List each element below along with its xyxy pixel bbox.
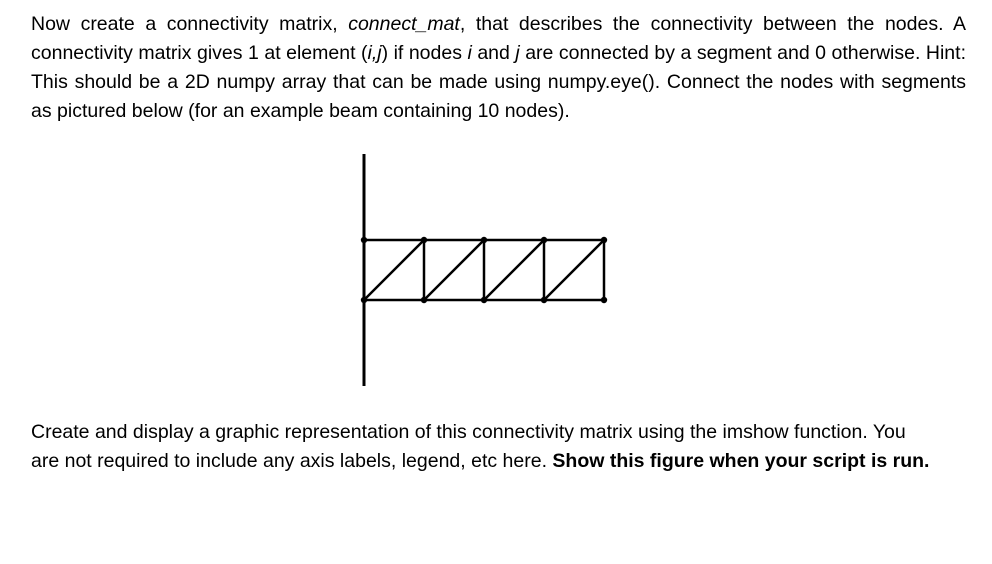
node-dot [421,297,427,303]
text-run: , that describes the connectivity between the nodes. A connectivity matrix gives 1 at element ( [31,13,966,64]
node-dot [481,237,487,243]
instruction-paragraph-2 [31,418,931,476]
text-run: Now create a connectivity matrix, [31,13,349,35]
instruction-paragraph-1 [31,10,966,126]
node-dot [541,237,547,243]
beam-truss [361,237,607,303]
node-dot [481,297,487,303]
node-dot [361,297,367,303]
node-dot [421,237,427,243]
node-dot [601,297,607,303]
variable-name: connect_mat [348,13,460,35]
text-run: Create and display a graphic representation of this connectivity matrix using the imshow function. You are not required to include any axis labels, legend, etc here. [31,421,906,472]
index-j: j [515,42,520,64]
node-dot [541,297,547,303]
diagonal-segment [544,240,604,300]
diagonal-segment [424,240,484,300]
text-run: are connected by a segment and 0 otherwise. Hint: This should be a 2D numpy array that can be made using numpy.eye(). Connect the nodes with segments as pictured below (for an example beam containing 10 nodes). [31,42,966,122]
diagonal-segment [364,240,424,300]
index-i: i [467,42,472,64]
text-run: ) if nodes [381,42,468,64]
node-dot [361,237,367,243]
node-dot [601,237,607,243]
bold-instruction: Show this figure when your script is run. [552,450,930,472]
index-ij: i,j [367,42,382,64]
text-run: and [471,42,516,64]
beam-connectivity-diagram [340,150,630,390]
diagonal-segment [484,240,544,300]
